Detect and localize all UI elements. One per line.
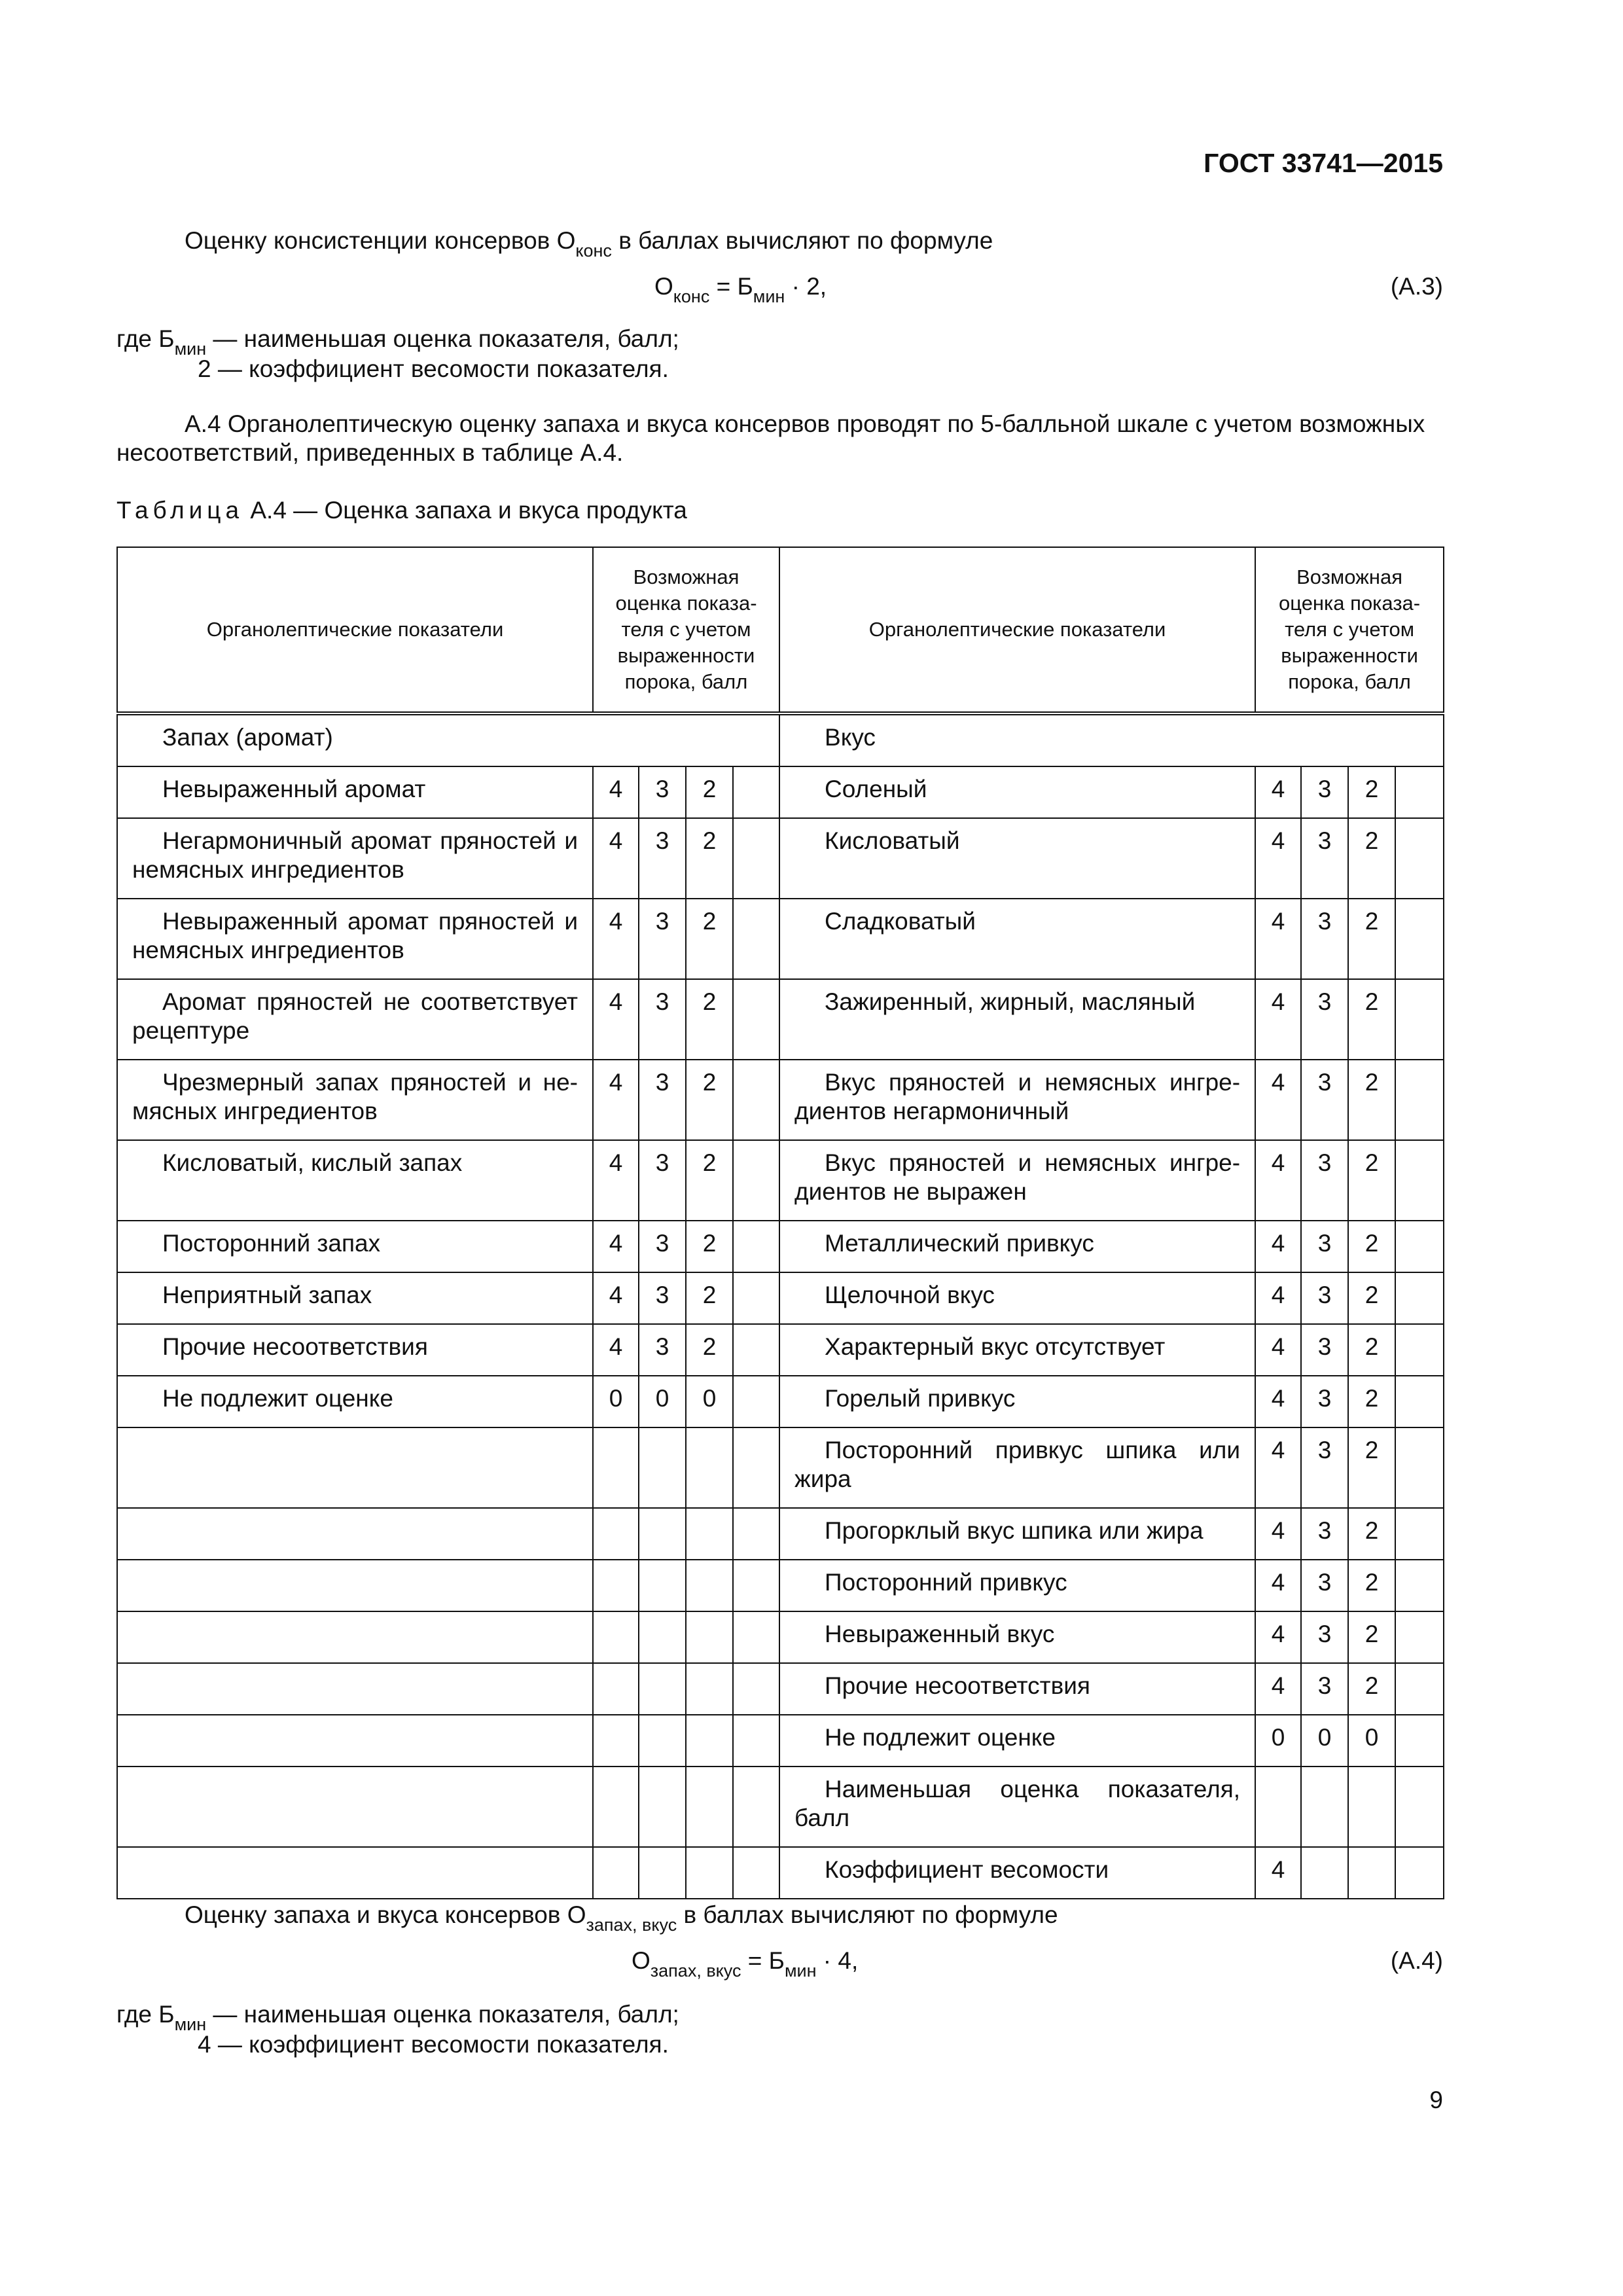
right-score-cell (1301, 1847, 1348, 1899)
left-score-cell: 4 (593, 1324, 639, 1376)
right-indicator-cell (779, 1715, 1255, 1767)
table-section-row (117, 713, 1444, 766)
right-score-cell: 2 (1348, 818, 1395, 899)
right-score-cell: 4 (1255, 1272, 1301, 1324)
left-indicator-cell (117, 1767, 593, 1847)
indicator-label: Прочие несоответствия (162, 1333, 428, 1360)
left-score-cell (593, 1427, 639, 1508)
table-row (117, 1221, 1444, 1272)
formula-a4-label: (А.4) (1390, 1947, 1443, 1974)
formula-text: · 4, (816, 1947, 859, 1974)
header-line: порока, балл (624, 670, 748, 693)
right-score-cell: 4 (1255, 766, 1301, 818)
left-empty-cell (733, 979, 779, 1060)
left-empty-cell (733, 766, 779, 818)
left-score-cell (686, 1715, 733, 1767)
left-score-cell (593, 1611, 639, 1663)
where-line-2: 4 — коэффициент весомости показателя. (198, 2031, 669, 2058)
table-row (117, 1272, 1444, 1324)
left-score-cell (639, 1427, 686, 1508)
table-row (117, 1663, 1444, 1715)
document-standard-number: ГОСТ 33741—2015 (1204, 148, 1443, 178)
table-row (117, 1611, 1444, 1663)
table-row (117, 1715, 1444, 1767)
indicator-label: Кисловатый, кислый запах (162, 1149, 463, 1176)
left-score-cell: 4 (593, 766, 639, 818)
left-score-cell: 3 (639, 766, 686, 818)
left-score-cell (686, 1427, 733, 1508)
left-indicator-cell (117, 1715, 593, 1767)
left-empty-cell (733, 1560, 779, 1611)
right-score-cell: 2 (1348, 766, 1395, 818)
header-line: выраженности (617, 644, 755, 667)
right-score-cell: 4 (1255, 979, 1301, 1060)
indicator-label: Невыраженный вкус (825, 1621, 1055, 1647)
header-name-left: Органолептические показатели (117, 547, 593, 713)
indicator-label: Не подлежит оценке (162, 1385, 393, 1412)
table-row (117, 979, 1444, 1060)
text: — наименьшая оценка показателя, балл; (206, 2001, 679, 2028)
indicator-label: Металлический привкус (825, 1230, 1094, 1257)
right-score-cell: 0 (1301, 1715, 1348, 1767)
header-line: оценка показа- (615, 592, 757, 615)
indicator-label: Посторонний запах (162, 1230, 381, 1257)
right-score-cell: 2 (1348, 1272, 1395, 1324)
left-score-cell: 2 (686, 1324, 733, 1376)
where-line-2: 2 — коэффициент весомости показателя. (198, 355, 669, 382)
left-score-cell (686, 1560, 733, 1611)
left-score-cell (686, 1611, 733, 1663)
subscript: мин (174, 2015, 207, 2034)
right-indicator-cell (779, 766, 1255, 818)
left-score-cell: 3 (639, 1060, 686, 1140)
right-score-cell: 3 (1301, 1221, 1348, 1272)
right-empty-cell (1395, 1272, 1444, 1324)
left-score-cell (639, 1663, 686, 1715)
header-score-left (593, 547, 779, 713)
left-empty-cell (733, 899, 779, 979)
right-score-cell: 3 (1301, 1324, 1348, 1376)
indicator-label: Невыраженный аромат пряностей и немясных ингредиентов (132, 908, 578, 963)
right-score-cell: 4 (1255, 1376, 1301, 1427)
left-score-cell (593, 1508, 639, 1560)
left-score-cell (593, 1767, 639, 1847)
left-empty-cell (733, 1663, 779, 1715)
right-score-cell: 3 (1301, 1611, 1348, 1663)
right-indicator-cell (779, 1611, 1255, 1663)
left-score-cell (639, 1508, 686, 1560)
right-score-cell: 2 (1348, 1508, 1395, 1560)
table-row (117, 1060, 1444, 1140)
right-score-cell: 3 (1301, 1427, 1348, 1508)
text: — наименьшая оценка показателя, балл; (206, 325, 679, 352)
indicator-label: Коэффициент весомости (825, 1856, 1109, 1883)
left-score-cell: 4 (593, 818, 639, 899)
right-score-cell: 3 (1301, 1140, 1348, 1221)
right-score-cell: 3 (1301, 818, 1348, 899)
right-score-cell (1255, 1767, 1301, 1847)
subscript: мин (784, 1961, 817, 1981)
caption-label: Таблица (116, 497, 244, 524)
indicator-label: Посторонний привкус (825, 1569, 1067, 1596)
indicator-label: Чрезмерный запах пряностей и не-мясных ингредиентов (132, 1069, 578, 1124)
left-score-cell: 0 (593, 1376, 639, 1427)
right-score-cell: 2 (1348, 1663, 1395, 1715)
indicator-label: Негармоничный аромат пряностей и немясных ингредиентов (132, 827, 578, 883)
left-empty-cell (733, 1847, 779, 1899)
right-empty-cell (1395, 1221, 1444, 1272)
section-smell (117, 713, 779, 766)
page-number: 9 (1429, 2087, 1443, 2113)
left-empty-cell (733, 1060, 779, 1140)
right-score-cell: 3 (1301, 1376, 1348, 1427)
right-score-cell: 4 (1255, 1847, 1301, 1899)
left-score-cell: 4 (593, 899, 639, 979)
text: где Б (116, 325, 175, 352)
right-score-cell: 3 (1301, 1508, 1348, 1560)
right-indicator-cell (779, 1272, 1255, 1324)
header-score-right (1255, 547, 1444, 713)
right-indicator-cell (779, 1508, 1255, 1560)
table-row (117, 1767, 1444, 1847)
left-empty-cell (733, 1376, 779, 1427)
left-score-cell (686, 1767, 733, 1847)
right-score-cell (1301, 1767, 1348, 1847)
header-line: Возможная (1296, 565, 1402, 588)
indicator-label: Щелочной вкус (825, 1282, 995, 1308)
subscript: конс (575, 241, 612, 260)
right-empty-cell (1395, 1767, 1444, 1847)
section-label: Вкус (825, 724, 876, 751)
right-score-cell: 2 (1348, 1376, 1395, 1427)
smell-taste-paragraph (185, 1901, 1058, 1935)
left-score-cell: 3 (639, 1140, 686, 1221)
left-indicator-cell (117, 1272, 593, 1324)
formula-a3-label: (А.3) (1390, 273, 1443, 300)
right-score-cell (1348, 1767, 1395, 1847)
left-score-cell: 2 (686, 1272, 733, 1324)
right-score-cell: 4 (1255, 1140, 1301, 1221)
right-score-cell: 4 (1255, 1611, 1301, 1663)
right-indicator-cell (779, 1376, 1255, 1427)
left-indicator-cell (117, 1427, 593, 1508)
left-score-cell: 3 (639, 1324, 686, 1376)
subscript: мин (753, 287, 785, 306)
indicator-label: Горелый привкус (825, 1385, 1016, 1412)
right-indicator-cell (779, 1140, 1255, 1221)
header-line: теля с учетом (621, 618, 751, 641)
left-score-cell (686, 1508, 733, 1560)
right-indicator-cell (779, 1847, 1255, 1899)
right-empty-cell (1395, 1060, 1444, 1140)
indicator-label: Соленый (825, 776, 927, 802)
right-score-cell: 2 (1348, 1140, 1395, 1221)
a4-paragraph-line-2: несоответствий, приведенных в таблице А.4. (116, 439, 624, 466)
right-score-cell (1348, 1847, 1395, 1899)
left-score-cell (639, 1560, 686, 1611)
header-line: оценка показа- (1279, 592, 1421, 615)
left-indicator-cell (117, 1221, 593, 1272)
indicator-label: Посторонний привкус шпика или жира (794, 1437, 1241, 1492)
right-indicator-cell (779, 1324, 1255, 1376)
left-score-cell: 4 (593, 1140, 639, 1221)
left-empty-cell (733, 1611, 779, 1663)
table-row (117, 1376, 1444, 1427)
caption-text: А.4 — Оценка запаха и вкуса продукта (243, 497, 687, 524)
subscript: запах, вкус (586, 1915, 677, 1935)
right-indicator-cell (779, 899, 1255, 979)
indicator-label: Характерный вкус отсутствует (825, 1333, 1166, 1360)
right-score-cell: 4 (1255, 818, 1301, 899)
left-score-cell: 3 (639, 899, 686, 979)
left-score-cell: 2 (686, 1140, 733, 1221)
header-line: Возможная (633, 565, 740, 588)
right-score-cell: 2 (1348, 1221, 1395, 1272)
left-empty-cell (733, 1140, 779, 1221)
right-empty-cell (1395, 766, 1444, 818)
indicator-label: Неприятный запах (162, 1282, 372, 1308)
right-score-cell: 4 (1255, 1324, 1301, 1376)
right-indicator-cell (779, 1560, 1255, 1611)
smell-taste-table (116, 547, 1444, 1899)
left-score-cell: 2 (686, 1221, 733, 1272)
table-header-row (117, 547, 1444, 713)
left-indicator-cell (117, 1140, 593, 1221)
right-score-cell: 2 (1348, 1060, 1395, 1140)
table-row (117, 1324, 1444, 1376)
right-empty-cell (1395, 1427, 1444, 1508)
table-row (117, 1560, 1444, 1611)
table-row (117, 1847, 1444, 1899)
subscript: запах, вкус (650, 1961, 741, 1981)
right-indicator-cell (779, 1060, 1255, 1140)
where-line-1 (116, 2000, 679, 2034)
left-empty-cell (733, 1508, 779, 1560)
left-score-cell (686, 1847, 733, 1899)
table-row (117, 899, 1444, 979)
right-score-cell: 3 (1301, 1663, 1348, 1715)
consistency-paragraph (185, 226, 993, 260)
right-score-cell: 4 (1255, 1663, 1301, 1715)
left-score-cell (639, 1715, 686, 1767)
text: Оценку консистенции консервов О (185, 227, 576, 254)
left-empty-cell (733, 1221, 779, 1272)
left-score-cell: 2 (686, 899, 733, 979)
right-score-cell: 2 (1348, 1427, 1395, 1508)
left-indicator-cell (117, 1376, 593, 1427)
left-score-cell: 3 (639, 818, 686, 899)
right-score-cell: 3 (1301, 1060, 1348, 1140)
left-score-cell (639, 1611, 686, 1663)
left-score-cell (593, 1663, 639, 1715)
right-score-cell: 3 (1301, 1560, 1348, 1611)
indicator-label: Прогорклый вкус шпика или жира (825, 1517, 1204, 1544)
left-score-cell: 4 (593, 1272, 639, 1324)
a4-paragraph-line-1: А.4 Органолептическую оценку запаха и вкуса консервов проводят по 5-балльной шкале с учетом возможных (185, 410, 1425, 437)
right-score-cell: 4 (1255, 1221, 1301, 1272)
left-score-cell (686, 1663, 733, 1715)
right-indicator-cell (779, 1767, 1255, 1847)
left-indicator-cell (117, 1060, 593, 1140)
indicator-label: Наименьшая оценка показателя, балл (794, 1776, 1241, 1831)
right-score-cell: 2 (1348, 1611, 1395, 1663)
left-indicator-cell (117, 1560, 593, 1611)
formula-text: = Б (741, 1947, 785, 1974)
formula-text: · 2, (785, 273, 827, 300)
header-line: порока, балл (1288, 670, 1411, 693)
text: в баллах вычисляют по формуле (677, 1901, 1058, 1928)
right-indicator-cell (779, 1221, 1255, 1272)
left-score-cell: 2 (686, 818, 733, 899)
right-empty-cell (1395, 1376, 1444, 1427)
indicator-label: Вкус пряностей и немясных ингре-диентов негармоничный (794, 1069, 1241, 1124)
indicator-label: Аромат пряностей не соответствует рецептуре (132, 988, 578, 1044)
formula-text: = Б (709, 273, 753, 300)
table-caption (116, 496, 687, 525)
indicator-label: Зажиренный, жирный, масляный (825, 988, 1196, 1015)
left-score-cell: 2 (686, 766, 733, 818)
left-score-cell: 3 (639, 979, 686, 1060)
left-empty-cell (733, 1427, 779, 1508)
right-score-cell: 4 (1255, 1060, 1301, 1140)
formula-a3 (654, 272, 827, 306)
text: Оценку запаха и вкуса консервов О (185, 1901, 586, 1928)
table-row (117, 1427, 1444, 1508)
left-score-cell: 3 (639, 1221, 686, 1272)
left-score-cell: 2 (686, 979, 733, 1060)
header-name-right: Органолептические показатели (779, 547, 1255, 713)
right-score-cell: 2 (1348, 1560, 1395, 1611)
right-score-cell: 2 (1348, 899, 1395, 979)
left-score-cell: 0 (639, 1376, 686, 1427)
right-score-cell: 2 (1348, 1324, 1395, 1376)
right-score-cell: 4 (1255, 1427, 1301, 1508)
left-score-cell (593, 1560, 639, 1611)
indicator-label: Невыраженный аромат (162, 776, 426, 802)
section-label: Запах (аромат) (162, 724, 333, 751)
table-row (117, 818, 1444, 899)
right-empty-cell (1395, 1715, 1444, 1767)
right-score-cell: 4 (1255, 1508, 1301, 1560)
right-score-cell: 3 (1301, 979, 1348, 1060)
left-score-cell (639, 1847, 686, 1899)
indicator-label: Не подлежит оценке (825, 1724, 1056, 1751)
right-indicator-cell (779, 1427, 1255, 1508)
formula-symbol: О (632, 1947, 651, 1974)
left-empty-cell (733, 818, 779, 899)
right-empty-cell (1395, 1508, 1444, 1560)
section-taste (779, 713, 1444, 766)
where-line-1 (116, 325, 679, 359)
right-indicator-cell (779, 818, 1255, 899)
left-empty-cell (733, 1324, 779, 1376)
right-score-cell: 4 (1255, 1560, 1301, 1611)
left-score-cell: 2 (686, 1060, 733, 1140)
text: где Б (116, 2001, 175, 2028)
right-empty-cell (1395, 1663, 1444, 1715)
left-indicator-cell (117, 1663, 593, 1715)
left-indicator-cell (117, 1508, 593, 1560)
right-score-cell: 2 (1348, 979, 1395, 1060)
subscript: мин (174, 339, 207, 359)
right-score-cell: 3 (1301, 1272, 1348, 1324)
left-score-cell: 4 (593, 1221, 639, 1272)
right-empty-cell (1395, 1140, 1444, 1221)
right-score-cell: 0 (1255, 1715, 1301, 1767)
indicator-label: Кисловатый (825, 827, 960, 854)
left-indicator-cell (117, 766, 593, 818)
right-score-cell: 0 (1348, 1715, 1395, 1767)
right-empty-cell (1395, 899, 1444, 979)
formula-symbol: О (654, 273, 673, 300)
left-indicator-cell (117, 1611, 593, 1663)
right-empty-cell (1395, 1324, 1444, 1376)
right-empty-cell (1395, 818, 1444, 899)
indicator-label: Сладковатый (825, 908, 976, 935)
right-score-cell: 3 (1301, 899, 1348, 979)
right-empty-cell (1395, 1560, 1444, 1611)
table-row (117, 766, 1444, 818)
right-empty-cell (1395, 979, 1444, 1060)
right-empty-cell (1395, 1611, 1444, 1663)
left-score-cell (593, 1715, 639, 1767)
header-line: выраженности (1281, 644, 1418, 667)
indicator-label: Прочие несоответствия (825, 1672, 1090, 1699)
left-indicator-cell (117, 899, 593, 979)
left-score-cell: 0 (686, 1376, 733, 1427)
left-score-cell: 3 (639, 1272, 686, 1324)
table-row (117, 1508, 1444, 1560)
left-score-cell: 4 (593, 1060, 639, 1140)
header-line: теля с учетом (1285, 618, 1415, 641)
text: в баллах вычисляют по формуле (611, 227, 993, 254)
formula-a4 (632, 1946, 859, 1981)
left-empty-cell (733, 1715, 779, 1767)
left-empty-cell (733, 1767, 779, 1847)
left-indicator-cell (117, 1324, 593, 1376)
right-indicator-cell (779, 979, 1255, 1060)
left-indicator-cell (117, 979, 593, 1060)
subscript: конс (673, 287, 710, 306)
table-row (117, 1140, 1444, 1221)
left-score-cell (593, 1847, 639, 1899)
left-indicator-cell (117, 818, 593, 899)
left-empty-cell (733, 1272, 779, 1324)
left-score-cell (639, 1767, 686, 1847)
right-indicator-cell (779, 1663, 1255, 1715)
right-score-cell: 3 (1301, 766, 1348, 818)
right-empty-cell (1395, 1847, 1444, 1899)
left-indicator-cell (117, 1847, 593, 1899)
left-score-cell: 4 (593, 979, 639, 1060)
indicator-label: Вкус пряностей и немясных ингре-диентов не выражен (794, 1149, 1241, 1205)
right-score-cell: 4 (1255, 899, 1301, 979)
